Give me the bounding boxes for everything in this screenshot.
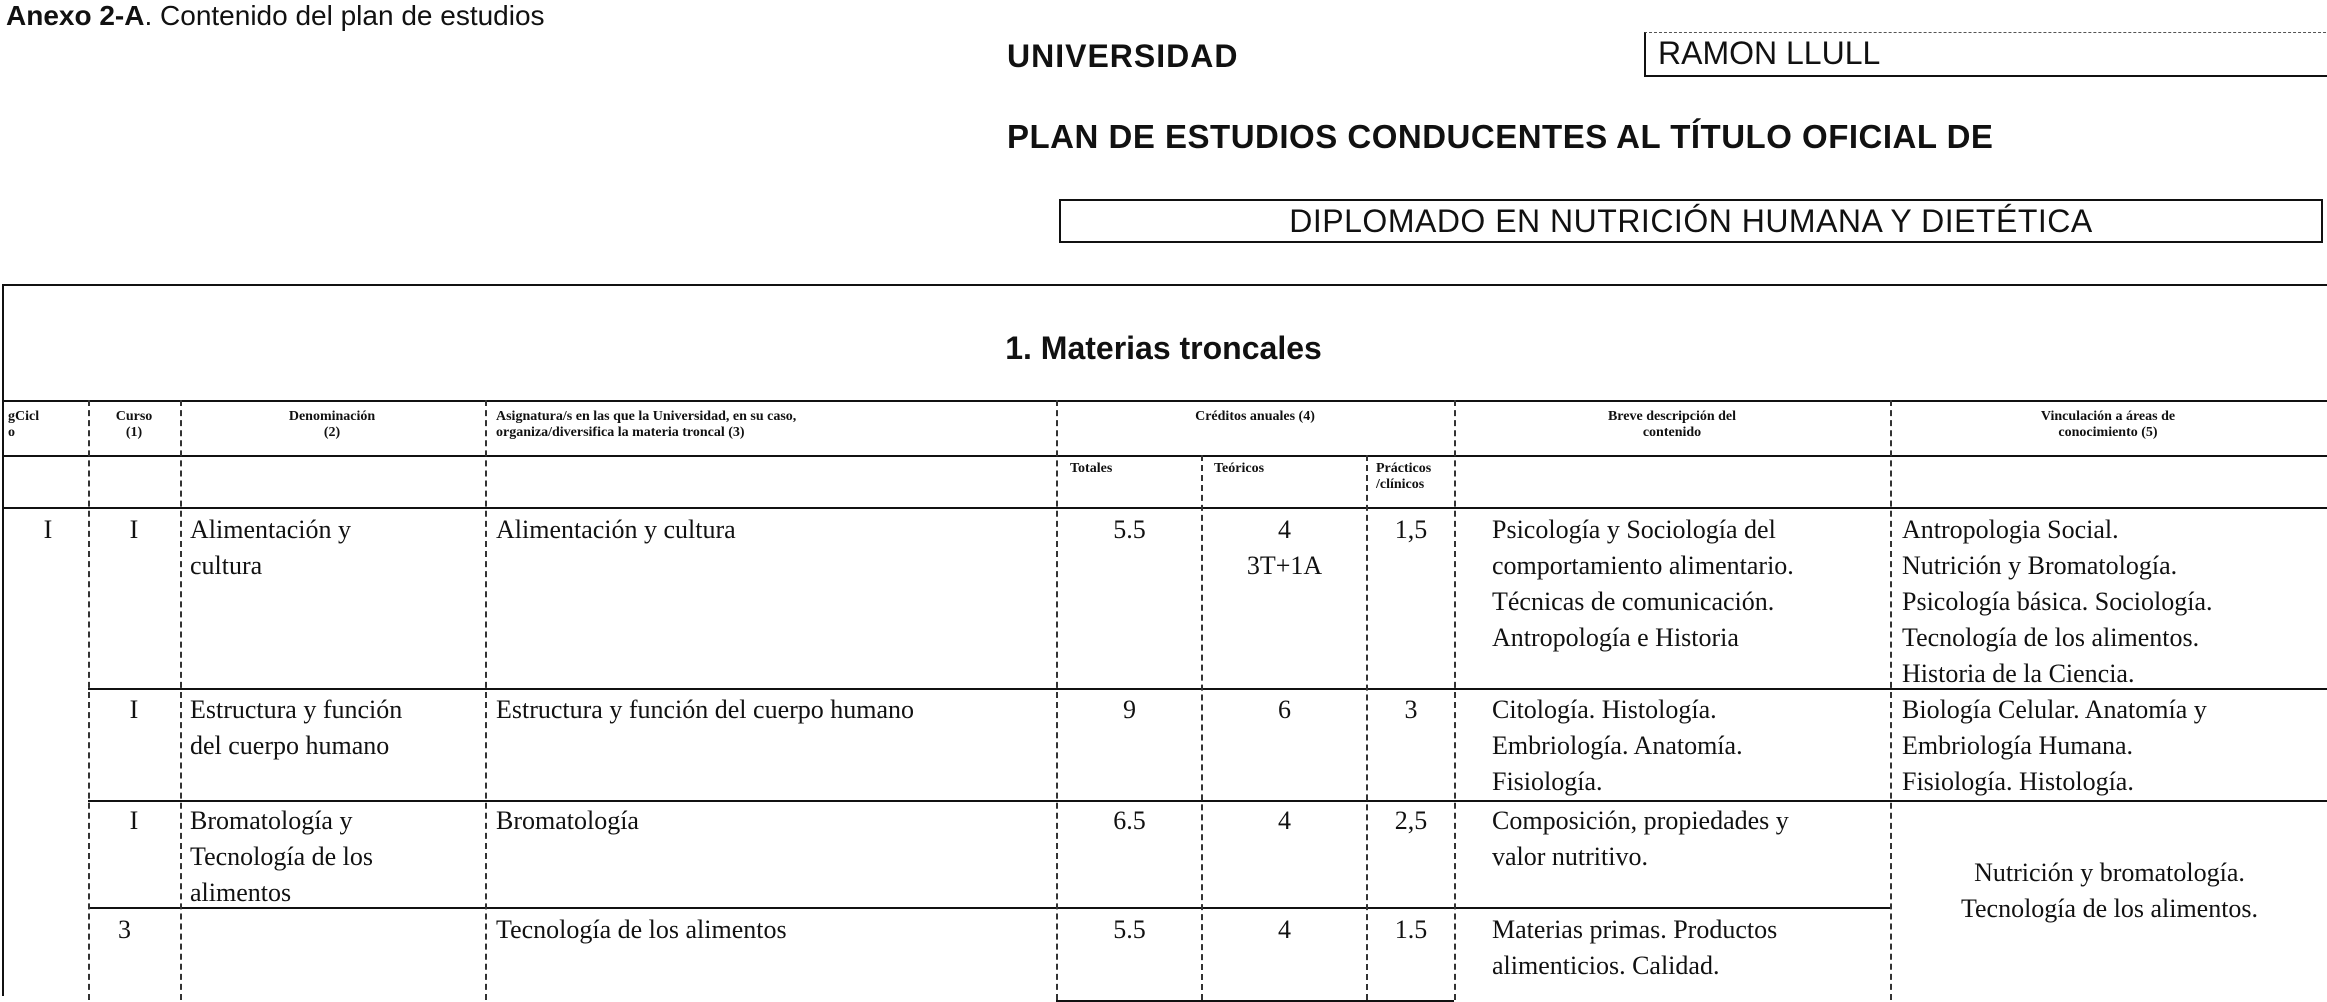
row3-teoricos: 4 bbox=[1278, 806, 1291, 835]
col-rule-descripcion bbox=[1454, 400, 1456, 1000]
degree-title-box bbox=[1059, 199, 2323, 243]
header-curso: Curso (1) bbox=[115, 409, 153, 440]
row2-teoricos: 6 bbox=[1278, 695, 1291, 724]
annex-prefix: Anexo 2-A bbox=[6, 0, 145, 31]
row2-descripcion: Citología. Histología. Embriología. Anatomía. Fisiología. bbox=[1492, 695, 1743, 796]
section-title: 1. Materias troncales bbox=[1005, 330, 1322, 366]
row2-asignatura: Estructura y función del cuerpo humano bbox=[496, 695, 915, 724]
university-value: RAMON LLULL bbox=[1658, 35, 1881, 71]
row2-vinculacion: Biología Celular. Anatomía y Embriología Humana. Fisiología. Histología. bbox=[1902, 695, 2207, 796]
row1-totales: 5.5 bbox=[1113, 515, 1146, 544]
row4-curso: 3 bbox=[118, 915, 131, 944]
col-rule-denominacion bbox=[180, 400, 182, 1000]
header-mid-rule bbox=[2, 455, 2327, 457]
row1-descripcion: Psicología y Sociología del comportamiento alimentario. Técnicas de comunicación. Antropología e Historia bbox=[1492, 515, 1794, 652]
header-practicos: Prácticos /clínicos bbox=[1376, 461, 1432, 492]
col-rule-asignaturas bbox=[485, 400, 487, 1000]
header-vinculacion: Vinculación a áreas de conocimiento (5) bbox=[2040, 409, 2176, 440]
header-teoricos: Teóricos bbox=[1214, 461, 1265, 476]
row1-asignatura: Alimentación y cultura bbox=[496, 515, 736, 544]
row2-denominacion: Estructura y función del cuerpo humano bbox=[190, 695, 403, 760]
row4-practicos: 1.5 bbox=[1394, 915, 1428, 944]
header-descripcion: Breve descripción del contenido bbox=[1607, 409, 1737, 440]
row3-practicos: 2,5 bbox=[1394, 806, 1428, 835]
row3-vinculacion: Nutrición y bromatología. Tecnología de los alimentos. bbox=[1960, 858, 2259, 923]
row1-curso: I bbox=[129, 515, 139, 544]
header-creditos: Créditos anuales (4) bbox=[1195, 409, 1315, 424]
row2-totales: 9 bbox=[1123, 695, 1136, 724]
row2-practicos: 3 bbox=[1404, 695, 1418, 724]
annex-text: . Contenido del plan de estudios bbox=[144, 0, 545, 31]
row1-vinculacion: Antropologia Social. Nutrición y Bromatología. Psicología básica. Sociología. Tecnología de los alimentos. Historia de la Ciencia. bbox=[1902, 515, 2213, 688]
row4-totales: 5.5 bbox=[1113, 915, 1146, 944]
degree-title: DIPLOMADO EN NUTRICIÓN HUMANA Y DIETÉTICA bbox=[1289, 203, 2093, 239]
row1-denominacion: Alimentación y cultura bbox=[190, 515, 352, 580]
header-bottom-rule bbox=[2, 507, 2327, 509]
row4-teoricos: 4 bbox=[1278, 915, 1291, 944]
header-totales: Totales bbox=[1070, 461, 1113, 476]
row1-teoricos: 4 3T+1A bbox=[1246, 515, 1323, 580]
header-asignaturas: Asignatura/s en las que la Universidad, en su caso, organiza/diversifica la materia troncal (3) bbox=[496, 409, 797, 440]
row4-descripcion: Materias primas. Productos alimenticios. Calidad. bbox=[1492, 915, 1778, 980]
row-rule-2 bbox=[88, 800, 2327, 802]
header-ciclo: gCicl o bbox=[8, 409, 40, 440]
row3-asignatura: Bromatología bbox=[496, 806, 639, 835]
header-top-rule bbox=[2, 400, 2327, 402]
row3-totales: 6.5 bbox=[1113, 806, 1146, 835]
header-denominacion: Denominación (2) bbox=[288, 409, 376, 440]
row2-curso: I bbox=[129, 695, 139, 724]
plan-label: PLAN DE ESTUDIOS CONDUCENTES AL TÍTULO OFICIAL DE bbox=[1007, 118, 1994, 155]
row1-ciclo: I bbox=[43, 515, 53, 544]
university-label: UNIVERSIDAD bbox=[1007, 38, 1239, 74]
row3-curso: I bbox=[129, 806, 139, 835]
row3-denominacion: Bromatología y Tecnología de los alimentos bbox=[190, 806, 374, 907]
annex-title bbox=[6, 0, 545, 32]
row4-asignatura: Tecnología de los alimentos bbox=[496, 915, 787, 944]
row1-practicos: 1,5 bbox=[1394, 515, 1428, 544]
row3-descripcion: Composición, propiedades y valor nutritivo. bbox=[1492, 806, 1789, 871]
university-field bbox=[1644, 32, 2327, 77]
